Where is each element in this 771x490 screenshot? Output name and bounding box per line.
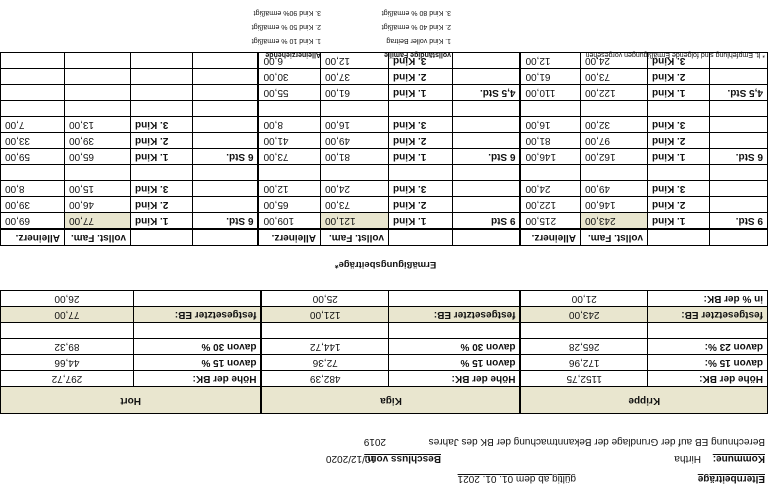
erm-hours-label	[453, 117, 521, 133]
erm-value-allein: 122,00	[521, 197, 581, 213]
erm-child-label: 1. Kind	[648, 149, 710, 165]
bk-row-value: 77,00	[0, 307, 133, 323]
erm-child-label: 2. Kind	[389, 133, 453, 149]
erm-value-allein: 61,00	[521, 69, 581, 85]
bk-row	[0, 323, 767, 339]
erm-value-vollst: 24,00	[581, 53, 648, 69]
erm-row	[1, 213, 768, 230]
erm-value-allein	[1, 85, 65, 101]
erm-child-label: 1. Kind	[131, 149, 193, 165]
erm-hours-label	[193, 53, 259, 69]
erm-value-allein: 146,00	[521, 149, 581, 165]
erm-value-vollst: 39,00	[65, 133, 131, 149]
bk-row-label: Höhe der BK:	[388, 371, 520, 387]
erm-hours-label	[453, 53, 521, 69]
bk-header-row	[0, 387, 767, 414]
erm-value-vollst: 32,00	[581, 117, 648, 133]
erm-empty-cell	[521, 101, 581, 117]
doc-title: Elternbeiträge	[697, 473, 765, 484]
erm-empty-cell	[581, 165, 648, 181]
erm-hours-label: 6 Std.	[453, 149, 521, 165]
erm-empty-cell	[521, 165, 581, 181]
bk-row-label	[388, 323, 520, 339]
erm-empty-cell	[65, 101, 131, 117]
erm-value-allein	[1, 69, 65, 85]
bk-row-label	[648, 323, 768, 339]
erm-value-vollst: 61,00	[321, 85, 389, 101]
bk-row-label: davon 15 %	[133, 355, 261, 371]
erm-hours-label: 9 Std.	[710, 213, 768, 230]
erm-value-allein: 215,00	[521, 213, 581, 230]
bk-row-value: 297,72	[0, 371, 133, 387]
erm-value-vollst: 243,00	[581, 213, 648, 230]
erm-value-allein: 110,00	[521, 85, 581, 101]
erm-value-vollst: 49,00	[321, 133, 389, 149]
erm-hours-label	[453, 197, 521, 213]
erm-child-label: 2. Kind	[648, 133, 710, 149]
footnote-col1-line: 1. Kind voller Beitrag	[386, 37, 451, 44]
erm-header-empty	[453, 229, 521, 246]
erm-value-allein: 12,00	[259, 181, 321, 197]
bk-row-label	[388, 291, 520, 307]
erm-value-allein: 30,00	[259, 69, 321, 85]
bk-section-header: Kiga	[261, 387, 520, 414]
erm-value-allein: 6,00	[259, 53, 321, 69]
erm-hours-label	[193, 85, 259, 101]
erm-value-allein: 55,00	[259, 85, 321, 101]
bk-row-value: 172,96	[520, 355, 647, 371]
beschluss-value: 10/12/2020	[325, 453, 376, 464]
erm-child-label: 1. Kind	[389, 85, 453, 101]
erm-empty-cell	[65, 165, 131, 181]
erm-header-empty	[131, 229, 193, 246]
erm-col-header-vollst: vollst. Fam.	[581, 229, 648, 246]
erm-value-allein: 8,00	[259, 117, 321, 133]
footnote-col1-title: vollständige Familie	[384, 51, 451, 58]
erm-child-label: 1. Kind	[389, 149, 453, 165]
erm-value-vollst: 73,00	[581, 69, 648, 85]
erm-empty-cell	[389, 165, 453, 181]
bk-row	[0, 355, 767, 371]
erm-value-allein: 109,00	[259, 213, 321, 230]
erm-row	[1, 133, 768, 149]
bk-row-label	[133, 291, 261, 307]
bk-row-label: in % der BK:	[648, 291, 768, 307]
erm-child-label: 2. Kind	[648, 69, 710, 85]
valid-from: gültig ab dem 01. 01. 2021	[457, 473, 576, 484]
bk-row-label: festgesetzter EB:	[133, 307, 261, 323]
bk-row-value	[520, 323, 647, 339]
erm-value-vollst: 16,00	[321, 117, 389, 133]
erm-header-empty	[193, 229, 259, 246]
bk-row-label: festgesetzter EB:	[388, 307, 520, 323]
erm-empty-cell	[389, 101, 453, 117]
erm-child-label: 1. Kind	[131, 213, 193, 230]
footnote-col2-line: 1. Kind 10 % ermäßigt	[251, 37, 321, 44]
erm-value-vollst: 37,00	[321, 69, 389, 85]
bk-row	[0, 339, 767, 355]
bk-row-label: davon 30 %	[388, 339, 520, 355]
erm-value-vollst: 12,00	[321, 53, 389, 69]
erm-child-label: 3. Kind	[648, 117, 710, 133]
erm-hours-label	[710, 197, 768, 213]
erm-value-allein	[1, 53, 65, 69]
erm-hours-label	[193, 117, 259, 133]
bk-row	[0, 291, 767, 307]
erm-hours-label	[453, 181, 521, 197]
erm-hours-label	[193, 133, 259, 149]
footnote-col1-line: 3. Kind 80 % ermäßigt	[381, 9, 451, 16]
beschluss-label: Beschluss vom:	[364, 453, 441, 464]
bk-row-value: 26,00	[0, 291, 133, 307]
erm-header-empty	[710, 229, 768, 246]
erm-value-vollst: 121,00	[321, 213, 389, 230]
erm-value-allein: 73,00	[259, 149, 321, 165]
bk-row	[0, 307, 767, 323]
bk-row-value: 25,00	[261, 291, 388, 307]
erm-value-allein: 24,00	[521, 181, 581, 197]
kommune-label: Kommune:	[712, 453, 765, 464]
erm-child-label: 2. Kind	[389, 69, 453, 85]
bk-row-value: 482,39	[261, 371, 388, 387]
erm-child-label: 2. Kind	[648, 197, 710, 213]
erm-header-row	[1, 229, 768, 246]
erm-row	[1, 69, 768, 85]
erm-child-label: 3. Kind	[131, 181, 193, 197]
erm-hours-label	[193, 197, 259, 213]
erm-empty-cell	[1, 101, 65, 117]
erm-value-allein: 59,00	[1, 149, 65, 165]
erm-child-label: 3. Kind	[648, 181, 710, 197]
erm-value-allein: 41,00	[259, 133, 321, 149]
bk-row-value: 144,72	[261, 339, 388, 355]
erm-child-label: 3. Kind	[648, 53, 710, 69]
erm-value-vollst	[65, 53, 131, 69]
erm-value-vollst: 65,00	[65, 149, 131, 165]
erm-row	[1, 149, 768, 165]
erm-child-label	[131, 69, 193, 85]
bk-row	[0, 371, 767, 387]
erm-col-header-allein: Alleinerz.	[1, 229, 65, 246]
erm-value-allein: 7,00	[1, 117, 65, 133]
erm-empty-cell	[648, 101, 710, 117]
erm-value-vollst: 15,00	[65, 181, 131, 197]
erm-value-allein: 69,00	[1, 213, 65, 230]
erm-row	[1, 117, 768, 133]
erm-empty-cell	[710, 165, 768, 181]
bk-row-label: davon 15 %	[388, 355, 520, 371]
footnote-col2-title: Alleinerziehende	[265, 51, 321, 58]
erm-hours-label	[193, 181, 259, 197]
erm-child-label	[131, 53, 193, 69]
erm-value-allein: 16,00	[521, 117, 581, 133]
erm-value-vollst: 49,00	[581, 181, 648, 197]
erm-empty-cell	[259, 165, 321, 181]
bk-table	[0, 290, 768, 414]
bk-row-value: 21,00	[520, 291, 647, 307]
erm-value-vollst: 122,00	[581, 85, 648, 101]
erm-empty-cell	[648, 165, 710, 181]
bk-row-label: Höhe der BK:	[648, 371, 768, 387]
erm-value-allein: 65,00	[259, 197, 321, 213]
erm-spacer-row	[1, 101, 768, 117]
erm-child-label: 3. Kind	[389, 181, 453, 197]
erm-value-vollst: 77,00	[65, 213, 131, 230]
bk-row-label: davon 15 %:	[648, 355, 768, 371]
erm-hours-label	[453, 69, 521, 85]
bk-row-label	[133, 323, 261, 339]
erm-hours-label	[710, 117, 768, 133]
erm-value-allein: 39,00	[1, 197, 65, 213]
erm-col-header-allein: Alleinerz.	[521, 229, 581, 246]
erm-value-vollst: 97,00	[581, 133, 648, 149]
erm-hours-label	[453, 133, 521, 149]
bk-row-label: festgesetzter EB:	[648, 307, 768, 323]
erm-empty-cell	[453, 101, 521, 117]
bk-row-value	[261, 323, 388, 339]
erm-child-label: 1. Kind	[389, 213, 453, 230]
erm-value-vollst	[65, 69, 131, 85]
erm-hours-label: 4,5 Std.	[710, 85, 768, 101]
erm-child-label: 2. Kind	[131, 133, 193, 149]
bk-row-value: 121,00	[261, 307, 388, 323]
erm-value-allein: 8,00	[1, 181, 65, 197]
ermaessigung-table	[0, 52, 768, 246]
erm-empty-cell	[453, 165, 521, 181]
erm-row	[1, 181, 768, 197]
erm-hours-label: 4,5 Std.	[453, 85, 521, 101]
erm-hours-label	[710, 69, 768, 85]
ermaessigung-title: Ermäßigungsbeiträge*	[334, 259, 437, 270]
erm-hours-label	[710, 133, 768, 149]
bk-row-value: 44,66	[0, 355, 133, 371]
bk-section-header: Krippe	[520, 387, 767, 414]
erm-col-header-vollst: vollst. Fam.	[321, 229, 389, 246]
erm-empty-cell	[193, 101, 259, 117]
erm-empty-cell	[1, 165, 65, 181]
footnote-text: * lt. Empfehlung sind folgende Ermäßigungen vorgesehen	[585, 51, 765, 58]
erm-empty-cell	[193, 165, 259, 181]
bk-row-value: 89,32	[0, 339, 133, 355]
erm-hours-label: 6 Std.	[193, 213, 259, 230]
calc-text: Berechnung EB auf der Grundlage der Bekanntmachung der BK des Jahres	[428, 436, 765, 447]
bk-row-label: Höhe der BK:	[133, 371, 261, 387]
erm-value-vollst: 13,00	[65, 117, 131, 133]
erm-empty-cell	[259, 101, 321, 117]
erm-child-label: 3. Kind	[389, 53, 453, 69]
erm-empty-cell	[321, 101, 389, 117]
erm-empty-cell	[581, 101, 648, 117]
erm-hours-label	[193, 69, 259, 85]
erm-value-allein: 81,00	[521, 133, 581, 149]
bk-row-label: davon 30 %	[133, 339, 261, 355]
erm-empty-cell	[321, 165, 389, 181]
erm-child-label: 1. Kind	[648, 85, 710, 101]
calc-year: 2019	[363, 436, 386, 447]
erm-row	[1, 197, 768, 213]
erm-hours-label	[710, 181, 768, 197]
erm-row	[1, 85, 768, 101]
erm-col-header-allein: Alleinerz.	[259, 229, 321, 246]
erm-hours-label: 6 Std.	[710, 149, 768, 165]
bk-section-header: Hort	[0, 387, 261, 414]
erm-value-vollst: 146,00	[581, 197, 648, 213]
erm-value-vollst	[65, 85, 131, 101]
erm-empty-cell	[131, 165, 193, 181]
erm-header-empty	[389, 229, 453, 246]
erm-value-vollst: 24,00	[321, 181, 389, 197]
erm-col-header-vollst: vollst. Fam.	[65, 229, 131, 246]
erm-value-vollst: 162,00	[581, 149, 648, 165]
erm-value-vollst: 73,00	[321, 197, 389, 213]
bk-row-value	[0, 323, 133, 339]
erm-value-vollst: 81,00	[321, 149, 389, 165]
erm-empty-cell	[710, 101, 768, 117]
erm-child-label: 1. Kind	[648, 213, 710, 230]
erm-child-label	[131, 85, 193, 101]
erm-value-allein: 33,00	[1, 133, 65, 149]
erm-child-label: 3. Kind	[389, 117, 453, 133]
erm-header-empty	[648, 229, 710, 246]
bk-row-value: 1152,75	[520, 371, 647, 387]
footnote-col1-line: 2. Kind 40 % ermäßigt	[381, 23, 451, 30]
footnote-col2-line: 2. Kind 50 % ermäßigt	[251, 23, 321, 30]
erm-hours-label: 6 Std.	[193, 149, 259, 165]
footnote-col2-line: 3. Kind 90% ermäßigt	[253, 9, 321, 16]
erm-hours-label: 9 Std	[453, 213, 521, 230]
erm-child-label: 2. Kind	[389, 197, 453, 213]
bk-row-label: davon 23 %:	[648, 339, 768, 355]
erm-child-label: 3. Kind	[131, 117, 193, 133]
bk-row-value: 72,36	[261, 355, 388, 371]
erm-child-label: 2. Kind	[131, 197, 193, 213]
erm-spacer-row	[1, 165, 768, 181]
kommune-value: Hirtha	[674, 453, 701, 464]
erm-empty-cell	[131, 101, 193, 117]
erm-value-allein: 12,00	[521, 53, 581, 69]
erm-value-vollst: 46,00	[65, 197, 131, 213]
bk-row-value: 243,00	[520, 307, 647, 323]
bk-row-value: 265,28	[520, 339, 647, 355]
